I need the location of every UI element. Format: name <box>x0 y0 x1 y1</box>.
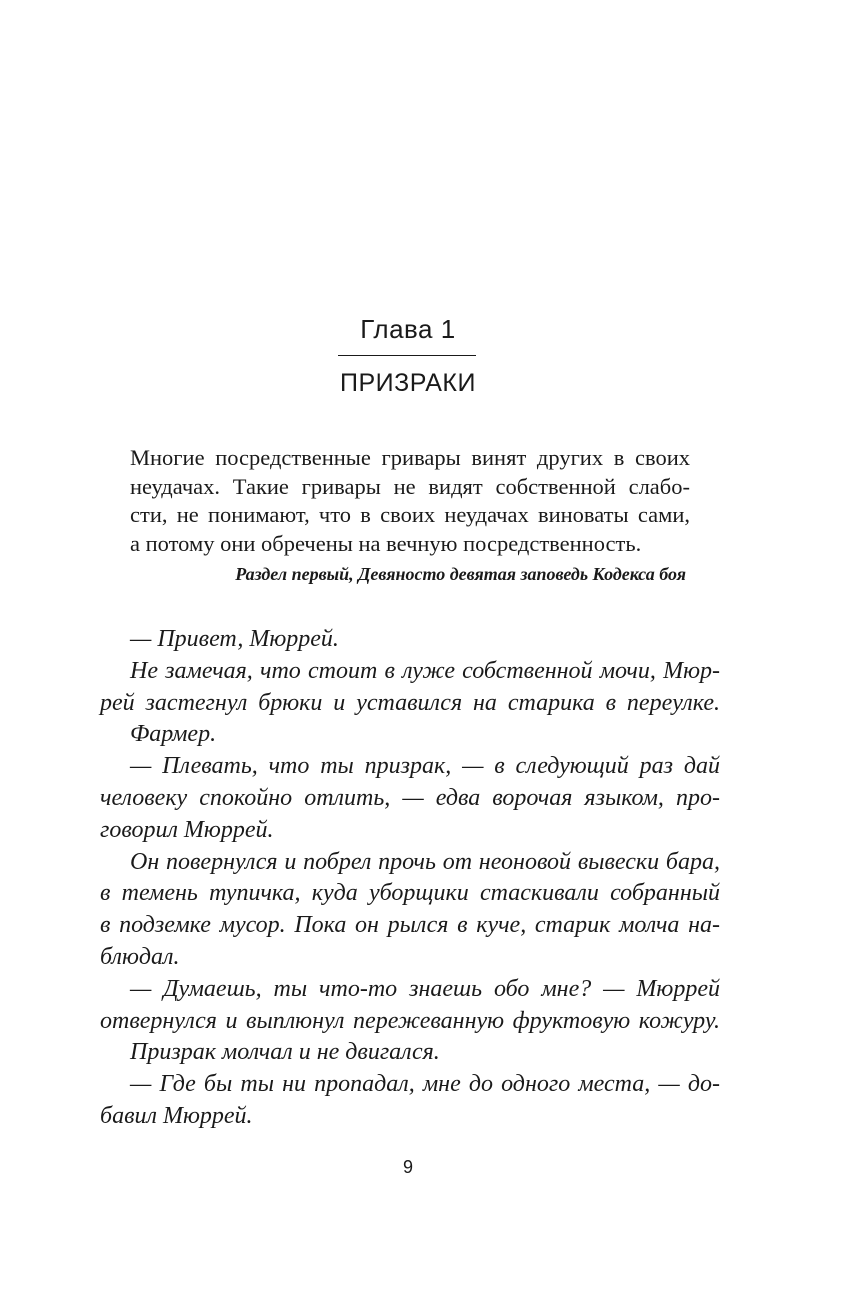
body-line: отвернулся и выплюнул пережеванную фруктовую кожуру. <box>100 1007 720 1034</box>
body-line: — Думаешь, ты что-то знаешь обо мне? — Мюррей <box>130 975 720 1002</box>
body-line: Не замечая, что стоит в луже собственной мочи, Мюр- <box>130 657 720 684</box>
chapter-title: ПРИЗРАКИ <box>340 369 476 397</box>
body-line: — Где бы ты ни пропадал, мне до одного места, — до- <box>130 1071 720 1098</box>
body-line: — Плевать, что ты призрак, — в следующий раз дай <box>130 753 720 780</box>
chapter-label: Глава 1 <box>360 314 456 344</box>
epigraph-source: Раздел первый, Девяносто девятая заповедь Кодекса боя <box>235 564 686 584</box>
epigraph-line: а потому они обречены на вечную посредственность. <box>130 530 642 556</box>
epigraph-line: сти, не понимают, что в своих неудачах виноваты сами, <box>130 502 690 527</box>
chapter-divider <box>338 355 476 356</box>
epigraph-line: Многие посредственные гривары винят других в своих <box>130 445 690 470</box>
body-line: Он повернулся и побрел прочь от неоновой вывески бара, <box>130 848 720 875</box>
body-line: человеку спокойно отлить, — едва ворочая языком, про- <box>100 784 720 811</box>
body-line: Призрак молчал и не двигался. <box>130 1039 440 1066</box>
body-line: говорил Мюррей. <box>100 816 274 843</box>
body-line: — Привет, Мюррей. <box>130 626 339 652</box>
page-number: 9 <box>402 1157 413 1177</box>
body-line: в подземке мусор. Пока он рылся в куче, старик молча на- <box>100 912 720 939</box>
body-line: рей застегнул брюки и уставился на старика в переулке. <box>100 689 720 716</box>
body-line: бавил Мюррей. <box>100 1102 253 1129</box>
epigraph <box>130 444 690 558</box>
body-line: блюдал. <box>100 943 180 970</box>
body-line: в темень тупичка, куда уборщики стаскивали собранный <box>100 880 720 907</box>
body-text <box>100 624 720 1133</box>
body-line: Фармер. <box>130 721 217 748</box>
epigraph-line: неудачах. Такие гривары не видят собственной слабо- <box>130 473 690 499</box>
